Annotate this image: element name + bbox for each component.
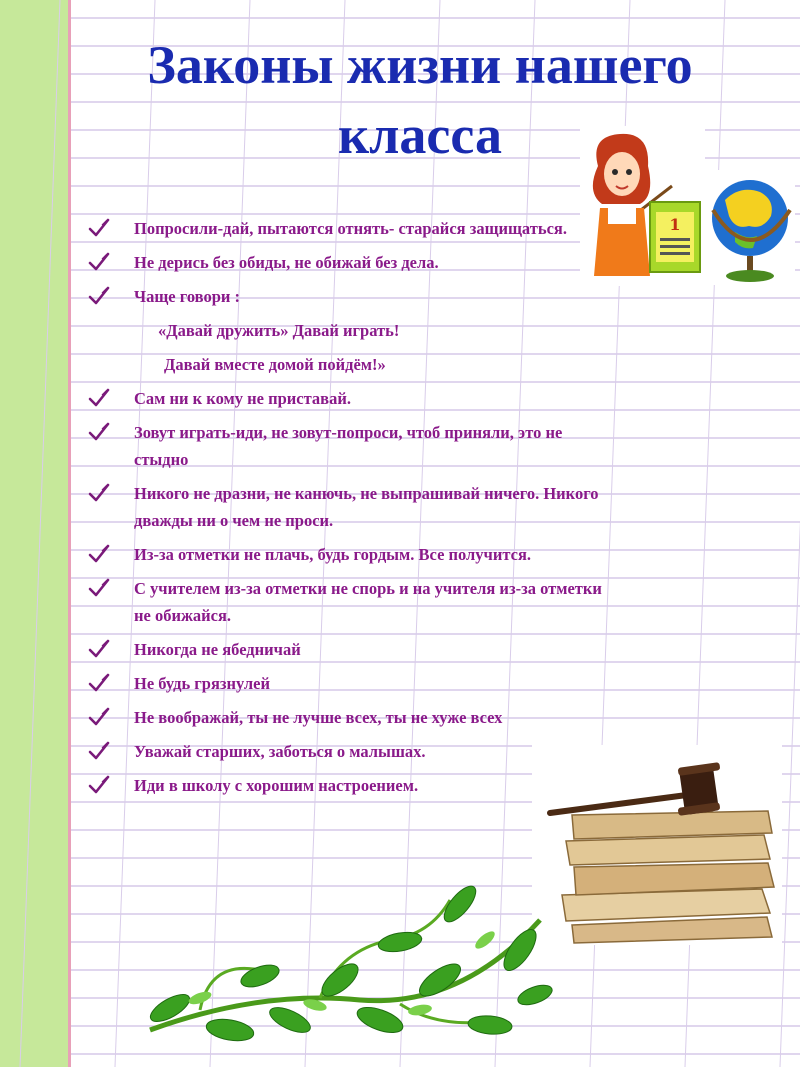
rule-item bbox=[88, 704, 608, 731]
rule-text: Уважай старших, заботься о малышах. bbox=[134, 742, 426, 761]
rule-text: Сам ни к кому не приставай. bbox=[134, 389, 351, 408]
rule-text: Не воображай, ты не лучше всех, ты не хуже всех bbox=[134, 708, 503, 727]
globe-icon bbox=[705, 170, 795, 285]
page-title: Законы жизни нашего класса bbox=[147, 35, 693, 165]
checkmark-pencil-icon bbox=[88, 638, 110, 660]
teacher-with-pointer-icon bbox=[580, 126, 705, 286]
rule-text: Не будь грязнулей bbox=[134, 674, 270, 693]
rule-text: Не дерись без обиды, не обижай без дела. bbox=[134, 253, 439, 272]
rule-item bbox=[88, 670, 608, 697]
checkmark-pencil-icon bbox=[88, 672, 110, 694]
checkmark-pencil-icon bbox=[88, 217, 110, 239]
rule-item bbox=[88, 480, 608, 534]
checkmark-pencil-icon bbox=[88, 706, 110, 728]
checkmark-pencil-icon bbox=[88, 740, 110, 762]
checkmark-pencil-icon bbox=[88, 285, 110, 307]
rule-text: Никого не дразни, не канючь, не выпрашивай ничего. Никого дважды ни о чем не проси. bbox=[134, 484, 599, 530]
rule-continuation bbox=[88, 317, 608, 344]
checkmark-pencil-icon bbox=[88, 387, 110, 409]
checkmark-pencil-icon bbox=[88, 774, 110, 796]
rule-item bbox=[88, 575, 608, 629]
rule-text: Чаще говори : bbox=[134, 287, 241, 306]
rule-item bbox=[88, 636, 608, 663]
rule-item bbox=[88, 738, 608, 765]
rule-text: Из-за отметки не плачь, будь гордым. Все получится. bbox=[134, 545, 532, 564]
checkmark-pencil-icon bbox=[88, 421, 110, 443]
rule-continuation bbox=[88, 351, 608, 378]
rule-text: Никогда не ябедничай bbox=[134, 640, 301, 659]
rule-text: Зовут играть-иди, не зовут-попроси, чтоб приняли, это не стыдно bbox=[134, 423, 563, 469]
book-number-label: 1 bbox=[669, 215, 681, 234]
rule-text: С учителем из-за отметки не спорь и на учителя из-за отметки не обижайся. bbox=[134, 579, 602, 625]
rule-text: Попросили-дай, пытаются отнять- старайся защищаться. bbox=[134, 219, 567, 238]
green-vine-ornament bbox=[140, 880, 555, 1045]
rule-text: Давай вместе домой пойдём!» bbox=[164, 355, 386, 374]
rule-item bbox=[88, 249, 608, 276]
rule-item bbox=[88, 385, 608, 412]
book-stack-with-gavel-icon bbox=[532, 745, 782, 945]
rule-item bbox=[88, 772, 608, 799]
checkmark-pencil-icon bbox=[88, 482, 110, 504]
rule-item bbox=[88, 419, 608, 473]
checkmark-pencil-icon bbox=[88, 251, 110, 273]
rule-text: «Давай дружить» Давай играть! bbox=[158, 321, 400, 340]
rule-item bbox=[88, 283, 608, 310]
rules-list bbox=[88, 215, 608, 806]
checkmark-pencil-icon bbox=[88, 543, 110, 565]
green-margin-strip bbox=[0, 0, 68, 1067]
rule-item bbox=[88, 215, 608, 242]
rule-item bbox=[88, 541, 608, 568]
rule-text: Иди в школу с хорошим настроением. bbox=[134, 776, 419, 795]
checkmark-pencil-icon bbox=[88, 577, 110, 599]
